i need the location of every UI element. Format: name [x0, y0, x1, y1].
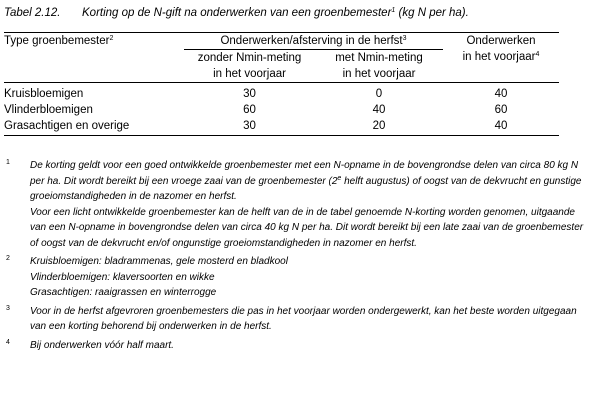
cell-spring: 40: [494, 120, 508, 132]
footnote-mark: 4: [6, 338, 10, 346]
header-spring: Onderwerken in het voorjaar$^4$: [462, 35, 540, 63]
caption-footnote-ref: 1: [391, 7, 396, 14]
cell-spring: 40: [494, 88, 508, 100]
footnote-3: [4, 304, 584, 335]
subheader-without-nmin: zonder Nmin-meting in het voorjaar: [184, 50, 315, 83]
nitrogen-correction-table: [4, 32, 559, 136]
cell-with: 40: [372, 104, 386, 116]
table-row: [4, 83, 559, 103]
header-row: [4, 33, 559, 50]
footnote-mark: 3: [6, 304, 10, 312]
caption-unit: (kg N per ha).: [395, 7, 469, 19]
subheader-with-nmin: met Nmin-meting in het voorjaar: [315, 50, 443, 83]
footnote-2-line: Grasachtigen: raaigrassen en winterrogge: [30, 287, 217, 298]
footnote-4-text: Bij onderwerken vóór half maart.: [30, 339, 174, 351]
table-row: [4, 102, 559, 118]
footnote-3-text: Voor in de herfst afgevroren groenbemesters die pas in het voorjaar worden ondergewerkt, kan het beste worden uitgegaan van een korting behorend bij onderwerken in de herfst.: [30, 305, 577, 332]
table-caption: [4, 7, 469, 19]
header-autumn: Onderwerken/afsterving in de herfst$^3$: [220, 35, 407, 47]
table-row: [4, 118, 559, 136]
footnote-1: [4, 158, 584, 251]
footnotes: [4, 158, 584, 353]
cell-with: 20: [372, 120, 386, 132]
footnote-1-paragraph-1: De korting geldt voor een goed ontwikkelde groenbemester met een N-opname in de bovengrondse delen van circa 80 kg N per ha. Dit wordt bereikt bij een vroege zaai van de groenbemester (2e helft augustus) of oogst van de dekvrucht en gunstige groeiomstandigheden in de nazomer en herfst.: [30, 160, 582, 202]
caption-title: Korting op de N-gift na onderwerken van een groenbemester: [82, 7, 392, 19]
header-type: Type groenbemester$^2$: [4, 35, 114, 47]
cell-without: 30: [243, 120, 256, 132]
footnote-2-line: Kruisbloemigen: bladrammenas, gele mosterd en bladkool: [30, 256, 288, 267]
footnote-4: [4, 338, 584, 354]
cell-without: 60: [243, 104, 256, 116]
cell-type: Vlinderbloemigen: [4, 104, 93, 116]
footnote-mark: 1: [6, 159, 10, 166]
cell-without: 30: [243, 88, 256, 100]
caption-number: Tabel 2.12.: [4, 7, 61, 19]
cell-with: 0: [375, 88, 383, 100]
footnote-1-paragraph-2: Voor een licht ontwikkelde groenbemester kan de helft van de in de tabel genoemde N-korting worden genomen, uitgaande van een N-opname in bovengrondse delen van circa 40 kg N per ha. Dit wordt bereikt bij een late zaai van de groenbemester of oogst van de dekvrucht en/of ongunstige groeiomstandigheden in nazomer en herfst.: [30, 206, 584, 249]
footnote-2: [4, 254, 584, 301]
footnote-mark: 2: [6, 255, 10, 262]
cell-spring: 60: [494, 104, 508, 116]
footnote-2-line: Vlinderbloemigen: klaversoorten en wikke: [30, 271, 215, 283]
cell-type: Kruisbloemigen: [4, 88, 84, 100]
cell-type: Grasachtigen en overige: [4, 120, 130, 132]
